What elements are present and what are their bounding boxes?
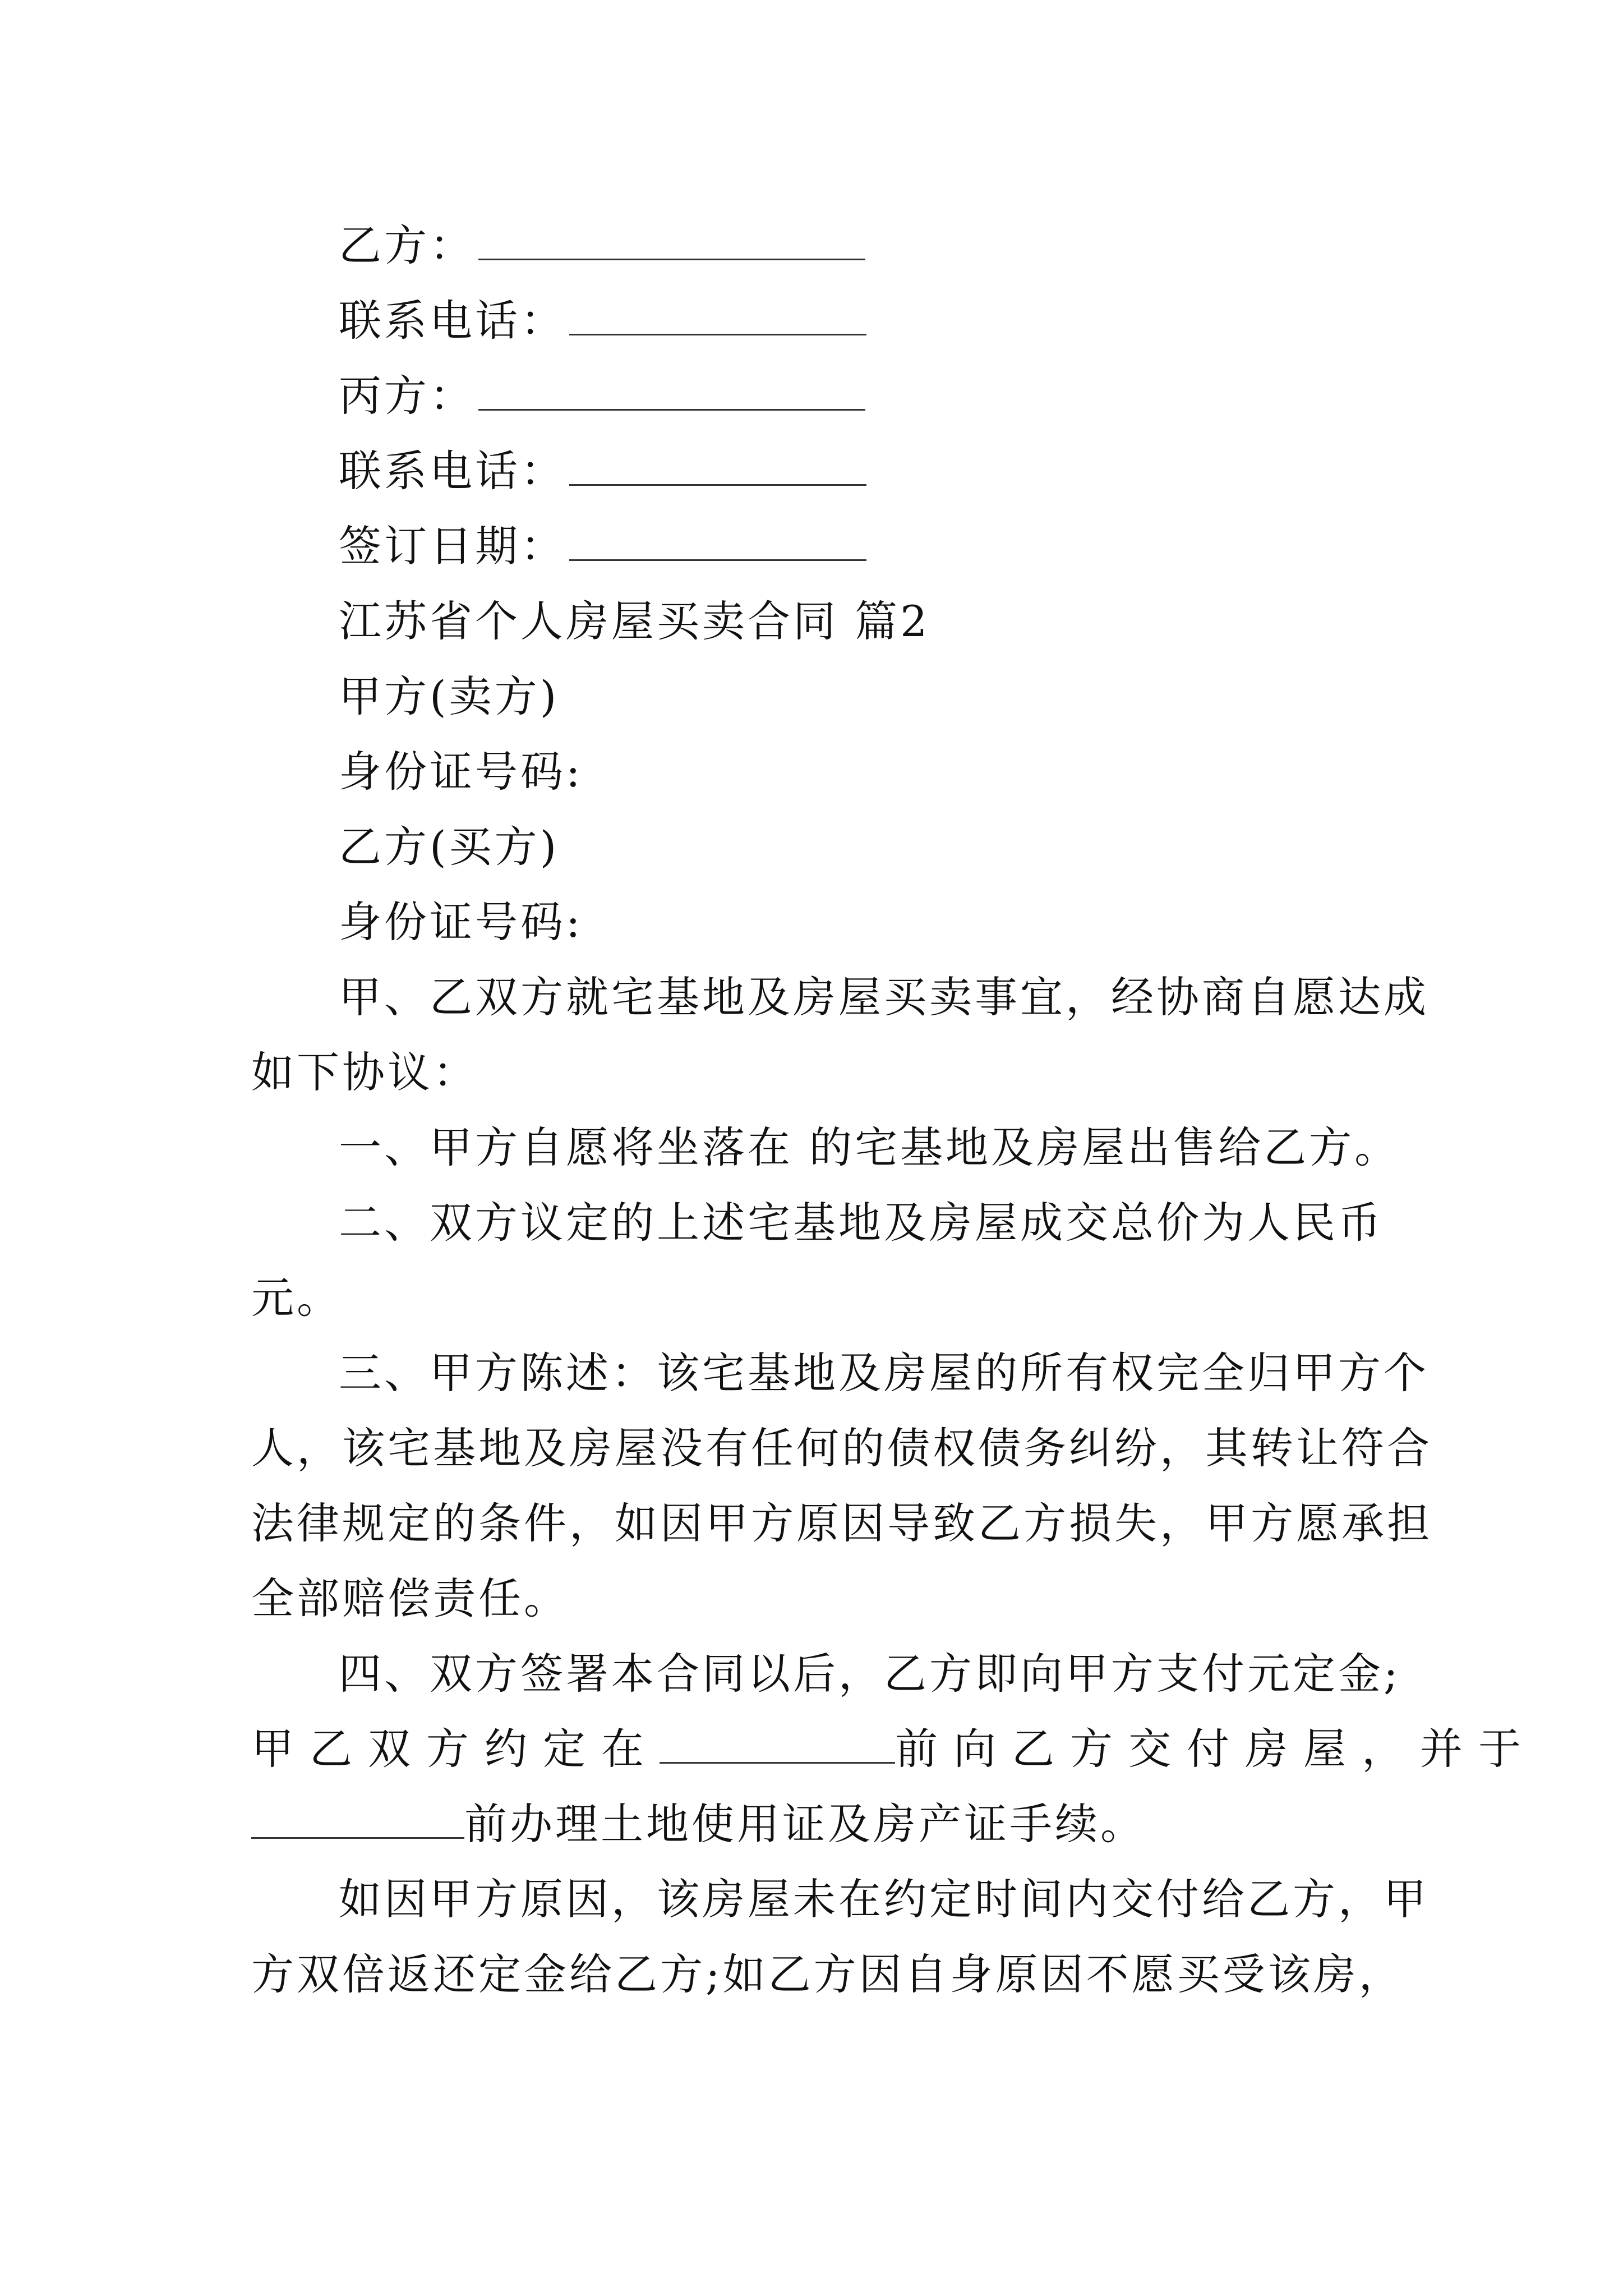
- clause-4-text-a: 甲乙双方约定在: [251, 1724, 660, 1774]
- clause-3-line-4: 全部赔偿责任。: [251, 1573, 569, 1623]
- clause-4-text-b: 前向乙方交付房屋，并于: [895, 1724, 1537, 1774]
- phone-line-1: [339, 293, 1472, 349]
- clause-3-line-1: 三、甲方陈述：该宅基地及房屋的所有权完全归甲方个: [339, 1348, 1429, 1398]
- intro-line-1: 甲、乙双方就宅基地及房屋买卖事宜，经协商自愿达成: [339, 972, 1429, 1022]
- party-b-blank: [478, 222, 865, 260]
- contract-heading: 江苏省个人房屋买卖合同 篇2: [339, 596, 930, 646]
- buyer-line: 乙方(买方): [339, 822, 560, 872]
- clause-4-line-3: [251, 1796, 1384, 1852]
- phone-blank-1: [569, 297, 866, 335]
- party-c-label: 丙方：: [339, 371, 475, 421]
- party-b-label: 乙方：: [339, 220, 475, 270]
- sign-date-line: [339, 518, 1472, 574]
- default-line-2: 方双倍返还定金给乙方;如乙方因自身原因不愿买受该房，: [251, 1949, 1404, 1999]
- clause-4-line-2: [251, 1721, 1537, 1777]
- intro-line-2: 如下协议：: [251, 1047, 478, 1097]
- seller-line: 甲方(卖方): [339, 671, 560, 721]
- phone-blank-2: [569, 447, 866, 486]
- delivery-date-blank: [660, 1725, 895, 1764]
- sign-date-label: 签订日期：: [339, 521, 566, 571]
- clause-4-text-c: 前办理土地使用证及房产证手续。: [464, 1799, 1146, 1849]
- seller-id-line: 身份证号码:: [339, 747, 583, 797]
- clause-3-line-2: 人，该宅基地及房屋没有任何的债权债务纠纷，其转让符合: [251, 1423, 1432, 1473]
- clause-4-line-2-start: [251, 1721, 895, 1777]
- sign-date-blank: [569, 522, 866, 561]
- clause-2-line-2: 元。: [251, 1273, 342, 1323]
- party-b-line: [339, 218, 1472, 274]
- default-line-1: 如因甲方原因，该房屋未在约定时间内交付给乙方，甲: [339, 1874, 1429, 1924]
- phone-label-1: 联系电话：: [339, 296, 566, 346]
- clause-1: 一、甲方自愿将坐落在 的宅基地及房屋出售给乙方。: [339, 1122, 1400, 1172]
- phone-line-2: [339, 443, 1472, 499]
- party-c-blank: [478, 372, 865, 411]
- clause-2-line-1: 二、双方议定的上述宅基地及房屋成交总价为人民币: [339, 1198, 1384, 1248]
- phone-label-2: 联系电话：: [339, 446, 566, 496]
- clause-4-line-1: 四、双方签署本合同以后，乙方即向甲方支付元定金;: [339, 1649, 1401, 1699]
- buyer-id-line: 身份证号码:: [339, 897, 583, 947]
- party-c-line: [339, 368, 1472, 424]
- certificate-date-blank: [251, 1800, 464, 1839]
- clause-3-line-3: 法律规定的条件，如因甲方原因导致乙方损失，甲方愿承担: [251, 1498, 1432, 1548]
